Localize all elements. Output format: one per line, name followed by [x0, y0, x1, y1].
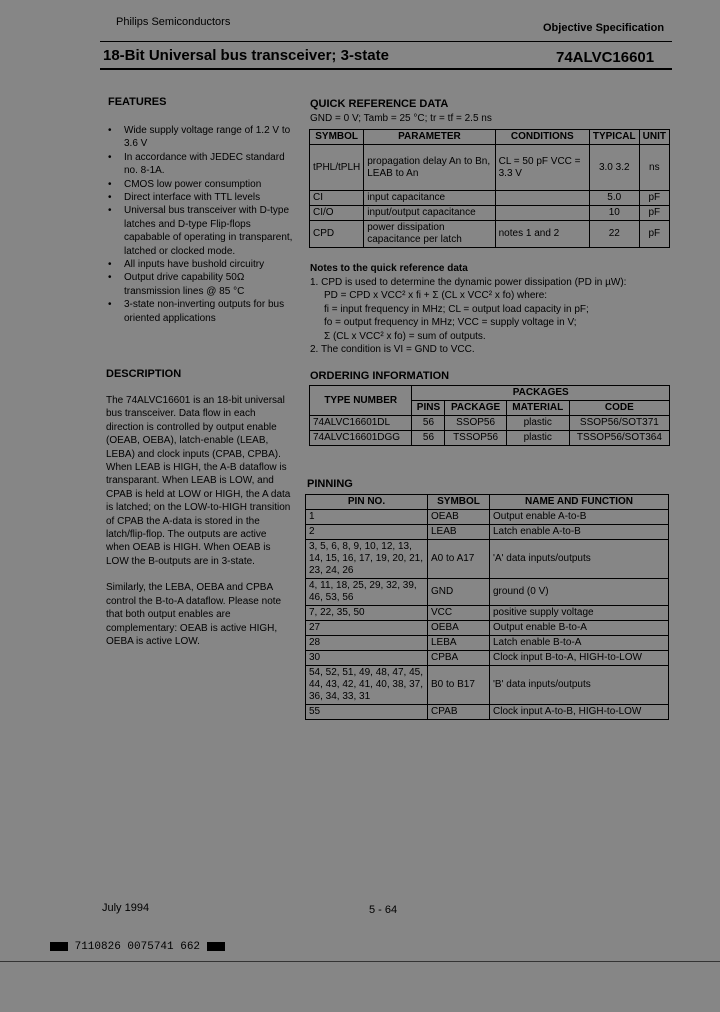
- pin-cell: 27: [306, 621, 428, 636]
- table-header-row: [310, 130, 670, 145]
- parameter-cell: input capacitance: [364, 191, 495, 206]
- pin-cell: 1: [306, 510, 428, 525]
- ordering-table: [309, 385, 670, 446]
- table-row: [310, 206, 670, 221]
- feature-item: • In accordance with JEDEC standard no. 8-1A.: [106, 151, 296, 178]
- pin-cell: 7, 22, 35, 50: [306, 606, 428, 621]
- code-cell: TSSOP56/SOT364: [569, 431, 669, 446]
- conditions-cell: notes 1 and 2: [495, 221, 589, 248]
- column-header: PINS: [412, 401, 445, 416]
- column-header: PIN NO.: [306, 495, 428, 510]
- symbol-cell: CPAB: [428, 705, 490, 720]
- symbol-cell: CI/O: [310, 206, 364, 221]
- column-header: MATERIAL: [506, 401, 569, 416]
- company-name: Philips Semiconductors: [116, 16, 231, 28]
- table-header-row: [306, 495, 669, 510]
- quick-reference-heading: QUICK REFERENCE DATA: [310, 98, 449, 110]
- pin-cell: 30: [306, 651, 428, 666]
- table-row: [310, 416, 670, 431]
- symbol-cell: CI: [310, 191, 364, 206]
- function-cell: 'A' data inputs/outputs: [490, 540, 669, 579]
- typical-cell: 3.0 3.2: [589, 145, 639, 191]
- column-header: PACKAGE: [445, 401, 506, 416]
- pin-cell: 28: [306, 636, 428, 651]
- function-cell: Clock input A-to-B, HIGH-to-LOW: [490, 705, 669, 720]
- package-cell: SSOP56: [445, 416, 506, 431]
- conditions-cell: CL = 50 pF VCC = 3.3 V: [495, 145, 589, 191]
- pin-cell: 55: [306, 705, 428, 720]
- table-row: [306, 636, 669, 651]
- function-cell: Output enable B-to-A: [490, 621, 669, 636]
- title-divider: [100, 68, 672, 70]
- pins-cell: 56: [412, 416, 445, 431]
- parameter-cell: power dissipation capacitance per latch: [364, 221, 495, 248]
- column-header: TYPE NUMBER: [310, 386, 412, 416]
- function-cell: positive supply voltage: [490, 606, 669, 621]
- page-title: 18-Bit Universal bus transceiver; 3-state: [103, 47, 389, 64]
- function-cell: 'B' data inputs/outputs: [490, 666, 669, 705]
- column-header: PARAMETER: [364, 130, 495, 145]
- footer-date: July 1994: [102, 902, 150, 914]
- symbol-cell: OEBA: [428, 621, 490, 636]
- pin-cell: 54, 52, 51, 49, 48, 47, 45, 44, 43, 42, 41, 40, 38, 37, 36, 34, 33, 31: [306, 666, 428, 705]
- column-header: SYMBOL: [428, 495, 490, 510]
- column-header: CONDITIONS: [495, 130, 589, 145]
- unit-cell: ns: [639, 145, 669, 191]
- unit-cell: pF: [639, 191, 669, 206]
- table-row: [310, 431, 670, 446]
- table-row: [306, 510, 669, 525]
- table-header-row: [310, 386, 670, 401]
- note-line: 2. The condition is VI = GND to VCC.: [310, 344, 475, 356]
- barcode-strip: [50, 941, 225, 953]
- column-header: PACKAGES: [412, 386, 670, 401]
- typical-cell: 22: [589, 221, 639, 248]
- symbol-cell: GND: [428, 579, 490, 606]
- pin-cell: 4, 11, 18, 25, 29, 32, 39, 46, 53, 56: [306, 579, 428, 606]
- table-row: [306, 621, 669, 636]
- barcode-text: 7110826 0075741 662: [74, 941, 201, 953]
- note-line: Σ (CL x VCC² x fo) = sum of outputs.: [324, 330, 486, 342]
- quick-reference-table: [309, 129, 670, 248]
- material-cell: plastic: [506, 431, 569, 446]
- typical-cell: 5.0: [589, 191, 639, 206]
- note-line: fi = input frequency in MHz; CL = output load capacity in pF;: [324, 303, 589, 315]
- symbol-cell: OEAB: [428, 510, 490, 525]
- table-row: [310, 191, 670, 206]
- column-header: SYMBOL: [310, 130, 364, 145]
- feature-item: • 3-state non-inverting outputs for bus oriented applications: [106, 298, 296, 325]
- note-line: 1. CPD is used to determine the dynamic power dissipation (PD in µW):: [310, 277, 627, 288]
- function-cell: ground (0 V): [490, 579, 669, 606]
- note-line: fo = output frequency in MHz; VCC = supply voltage in V;: [324, 317, 577, 329]
- parameter-cell: propagation delay An to Bn, LEAB to An: [364, 145, 495, 191]
- table-row: [306, 579, 669, 606]
- features-list: [106, 124, 296, 325]
- description-paragraph-1: The 74ALVC16601 is an 18-bit universal bus transceiver. Data flow in each direction is controlled by output enable (OEAB, OEBA), latch-enable (LEAB, LEBA) and clock inputs (CPAB, CPBA). When LEAB is HIGH, the A-B dataflow is transparant. When LEAB is LOW, and CPAB is held at LOW or HIGH, the A data is latched; on the LOW-to-HIGH transition of CPAB the A-data is stored in the latch/flip-flop. The outputs are active when OEAB is HIGH. When OEAB is LOW the B-outputs are in 3-state.: [106, 395, 291, 567]
- feature-item: • CMOS low power consumption: [106, 178, 296, 191]
- symbol-cell: CPD: [310, 221, 364, 248]
- table-row: [306, 525, 669, 540]
- unit-cell: pF: [639, 221, 669, 248]
- feature-item: • Direct interface with TTL levels: [106, 191, 296, 204]
- note-line: PD = CPD x VCC² x fi + Σ (CL x VCC² x fo) where:: [324, 290, 548, 302]
- symbol-cell: A0 to A17: [428, 540, 490, 579]
- table-row: [306, 666, 669, 705]
- feature-item: • Universal bus transceiver with D-type latches and D-type Flip-flops capabable of operating in transparent, latched or clocked mode.: [106, 204, 296, 258]
- symbol-cell: LEAB: [428, 525, 490, 540]
- type-cell: 74ALVC16601DL: [310, 416, 412, 431]
- symbol-cell: tPHL/tPLH: [310, 145, 364, 191]
- table-row: [310, 221, 670, 248]
- function-cell: Latch enable B-to-A: [490, 636, 669, 651]
- feature-item: • All inputs have bushold circuitry: [106, 258, 296, 271]
- table-row: [306, 651, 669, 666]
- type-cell: 74ALVC16601DGG: [310, 431, 412, 446]
- footer-page-number: 5 - 64: [369, 904, 398, 916]
- conditions-cell: [495, 191, 589, 206]
- table-row: [306, 540, 669, 579]
- column-header: CODE: [569, 401, 669, 416]
- symbol-cell: LEBA: [428, 636, 490, 651]
- function-cell: Latch enable A-to-B: [490, 525, 669, 540]
- part-number: 74ALVC16601: [556, 49, 655, 66]
- feature-item: • Wide supply voltage range of 1.2 V to 3.6 V: [106, 124, 296, 151]
- function-cell: Clock input B-to-A, HIGH-to-LOW: [490, 651, 669, 666]
- symbol-cell: VCC: [428, 606, 490, 621]
- header-divider: [100, 41, 672, 42]
- code-cell: SSOP56/SOT371: [569, 416, 669, 431]
- pinning-heading: PINNING: [307, 478, 353, 490]
- parameter-cell: input/output capacitance: [364, 206, 495, 221]
- document-type: Objective Specification: [543, 22, 665, 34]
- table-row: [306, 606, 669, 621]
- pins-cell: 56: [412, 431, 445, 446]
- quick-reference-conditions: GND = 0 V; Tamb = 25 °C; tr = tf = 2.5 ns: [310, 113, 492, 124]
- page-bottom-rule: [0, 961, 720, 962]
- column-header: TYPICAL: [589, 130, 639, 145]
- column-header: NAME AND FUNCTION: [490, 495, 669, 510]
- symbol-cell: CPBA: [428, 651, 490, 666]
- symbol-cell: B0 to B17: [428, 666, 490, 705]
- barcode-mark-icon: [50, 942, 68, 951]
- column-header: UNIT: [639, 130, 669, 145]
- package-cell: TSSOP56: [445, 431, 506, 446]
- description-body: [106, 394, 292, 648]
- typical-cell: 10: [589, 206, 639, 221]
- ordering-heading: ORDERING INFORMATION: [310, 370, 450, 382]
- unit-cell: pF: [639, 206, 669, 221]
- pin-cell: 2: [306, 525, 428, 540]
- features-heading: FEATURES: [108, 96, 167, 108]
- function-cell: Output enable A-to-B: [490, 510, 669, 525]
- barcode-mark-icon: [207, 942, 225, 951]
- notes-block: [310, 276, 672, 356]
- description-paragraph-2: Similarly, the LEBA, OEBA and CPBA control the B-to-A dataflow. Please note that both output enables are complementary: OEAB is active HIGH, OEBA is active LOW.: [106, 582, 282, 647]
- notes-heading: Notes to the quick reference data: [310, 263, 468, 274]
- pinning-table: [305, 494, 669, 720]
- material-cell: plastic: [506, 416, 569, 431]
- table-row: [310, 145, 670, 191]
- feature-item: • Output drive capability 50Ω transmission lines @ 85 °C: [106, 271, 296, 298]
- table-row: [306, 705, 669, 720]
- description-heading: DESCRIPTION: [106, 368, 182, 380]
- conditions-cell: [495, 206, 589, 221]
- pin-cell: 3, 5, 6, 8, 9, 10, 12, 13, 14, 15, 16, 17, 19, 20, 21, 23, 24, 26: [306, 540, 428, 579]
